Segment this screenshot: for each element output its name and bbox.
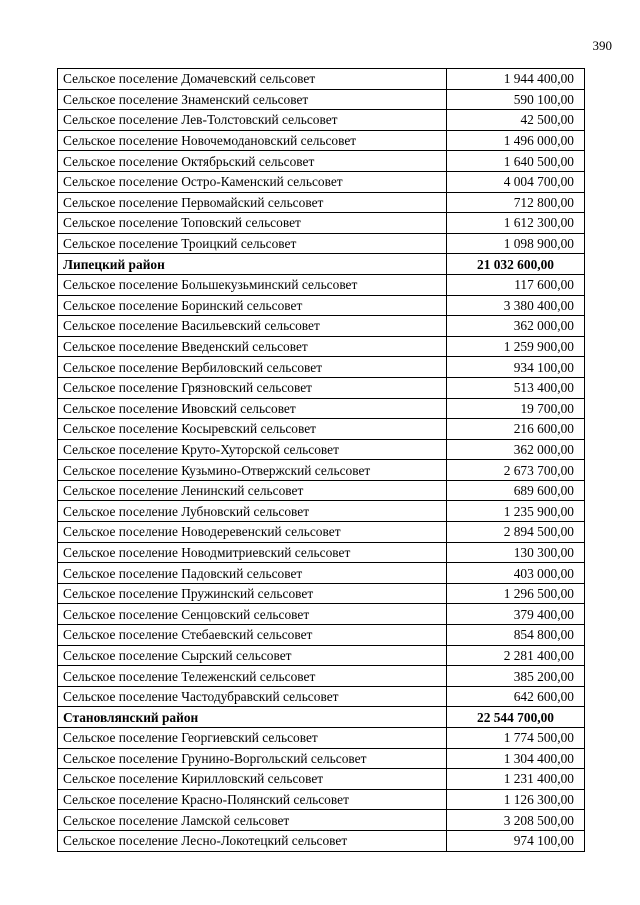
table-row: [58, 295, 585, 316]
settlement-amount: 1 304 400,00: [447, 748, 585, 769]
table-row: [58, 522, 585, 543]
settlement-name: Сельское поселение Вербиловский сельсовет: [58, 357, 447, 378]
settlement-amount: 1 774 500,00: [447, 728, 585, 749]
table-row: [58, 830, 585, 851]
settlement-amount: 2 673 700,00: [447, 460, 585, 481]
settlement-name: Сельское поселение Введенский сельсовет: [58, 336, 447, 357]
settlement-amount: 1 098 900,00: [447, 233, 585, 254]
settlement-name: Сельское поселение Ленинский сельсовет: [58, 480, 447, 501]
district-amount: 21 032 600,00: [447, 254, 585, 275]
table-row: [58, 69, 585, 90]
settlement-name: Сельское поселение Первомайский сельсовет: [58, 192, 447, 213]
settlement-name: Сельское поселение Большекузьминский сельсовет: [58, 274, 447, 295]
settlement-amount: 379 400,00: [447, 604, 585, 625]
district-name: Становлянский район: [58, 707, 447, 728]
table-row: [58, 563, 585, 584]
settlement-name: Сельское поселение Сенцовский сельсовет: [58, 604, 447, 625]
table-row: [58, 625, 585, 646]
settlement-amount: 1 296 500,00: [447, 583, 585, 604]
settlement-name: Сельское поселение Лубновский сельсовет: [58, 501, 447, 522]
table-row: [58, 110, 585, 131]
settlement-amount: 1 496 000,00: [447, 130, 585, 151]
settlement-name: Сельское поселение Круто-Хуторской сельсовет: [58, 439, 447, 460]
settlement-amount: 2 281 400,00: [447, 645, 585, 666]
settlement-name: Сельское поселение Кирилловский сельсовет: [58, 769, 447, 790]
settlement-name: Сельское поселение Васильевский сельсовет: [58, 316, 447, 337]
settlement-name: Сельское поселение Грязновский сельсовет: [58, 377, 447, 398]
settlement-amount: 642 600,00: [447, 686, 585, 707]
table-row: [58, 419, 585, 440]
settlement-amount: 1 612 300,00: [447, 213, 585, 234]
table-row: [58, 542, 585, 563]
settlement-name: Сельское поселение Ламской сельсовет: [58, 810, 447, 831]
settlement-name: Сельское поселение Троицкий сельсовет: [58, 233, 447, 254]
settlement-amount: 1 235 900,00: [447, 501, 585, 522]
settlement-name: Сельское поселение Остро-Каменский сельсовет: [58, 171, 447, 192]
settlement-amount: 1 231 400,00: [447, 769, 585, 790]
settlement-amount: 19 700,00: [447, 398, 585, 419]
table-row: [58, 171, 585, 192]
settlement-amount: 362 000,00: [447, 316, 585, 337]
table-row: [58, 151, 585, 172]
table-row: [58, 336, 585, 357]
settlement-name: Сельское поселение Пружинский сельсовет: [58, 583, 447, 604]
settlement-amount: 934 100,00: [447, 357, 585, 378]
budget-table: [57, 68, 585, 852]
table-row: [58, 460, 585, 481]
settlement-amount: 4 004 700,00: [447, 171, 585, 192]
settlement-name: Сельское поселение Тележенский сельсовет: [58, 666, 447, 687]
table-row: [58, 274, 585, 295]
table-row: [58, 645, 585, 666]
table-row: [58, 439, 585, 460]
settlement-amount: 117 600,00: [447, 274, 585, 295]
page-number: 390: [592, 38, 612, 53]
settlement-name: Сельское поселение Грунино-Воргольский сельсовет: [58, 748, 447, 769]
settlement-amount: 712 800,00: [447, 192, 585, 213]
table-row: [58, 810, 585, 831]
settlement-name: Сельское поселение Падовский сельсовет: [58, 563, 447, 584]
settlement-name: Сельское поселение Лесно-Локотецкий сельсовет: [58, 830, 447, 851]
settlement-name: Сельское поселение Сырский сельсовет: [58, 645, 447, 666]
table-row: [58, 583, 585, 604]
settlement-amount: 1 640 500,00: [447, 151, 585, 172]
table-row: [58, 192, 585, 213]
settlement-amount: 689 600,00: [447, 480, 585, 501]
settlement-amount: 974 100,00: [447, 830, 585, 851]
table-row: [58, 501, 585, 522]
table-row: [58, 769, 585, 790]
settlement-amount: 590 100,00: [447, 89, 585, 110]
settlement-amount: 130 300,00: [447, 542, 585, 563]
table-row: [58, 398, 585, 419]
table-row: [58, 89, 585, 110]
settlement-amount: 3 380 400,00: [447, 295, 585, 316]
table-row: [58, 357, 585, 378]
settlement-name: Сельское поселение Топовский сельсовет: [58, 213, 447, 234]
settlement-amount: 1 259 900,00: [447, 336, 585, 357]
settlement-amount: 854 800,00: [447, 625, 585, 646]
table-row: [58, 316, 585, 337]
table-row: [58, 748, 585, 769]
table-row: [58, 377, 585, 398]
settlement-name: Сельское поселение Лев-Толстовский сельсовет: [58, 110, 447, 131]
settlement-name: Сельское поселение Боринский сельсовет: [58, 295, 447, 316]
table-row: [58, 666, 585, 687]
settlement-name: Сельское поселение Новодеревенский сельсовет: [58, 522, 447, 543]
settlement-name: Сельское поселение Знаменский сельсовет: [58, 89, 447, 110]
table-row: [58, 480, 585, 501]
settlement-amount: 1 126 300,00: [447, 789, 585, 810]
table-row: [58, 233, 585, 254]
settlement-amount: 3 208 500,00: [447, 810, 585, 831]
district-total-row: [58, 707, 585, 728]
settlement-name: Сельское поселение Косыревский сельсовет: [58, 419, 447, 440]
settlement-name: Сельское поселение Георгиевский сельсовет: [58, 728, 447, 749]
settlement-amount: 42 500,00: [447, 110, 585, 131]
district-total-row: [58, 254, 585, 275]
settlement-amount: 1 944 400,00: [447, 69, 585, 90]
table-row: [58, 213, 585, 234]
settlement-amount: 403 000,00: [447, 563, 585, 584]
settlement-name: Сельское поселение Новочемодановский сельсовет: [58, 130, 447, 151]
table-row: [58, 789, 585, 810]
settlement-amount: 2 894 500,00: [447, 522, 585, 543]
settlement-amount: 362 000,00: [447, 439, 585, 460]
settlement-name: Сельское поселение Частодубравский сельсовет: [58, 686, 447, 707]
district-name: Липецкий район: [58, 254, 447, 275]
district-amount: 22 544 700,00: [447, 707, 585, 728]
table-row: [58, 686, 585, 707]
settlement-name: Сельское поселение Новодмитриевский сельсовет: [58, 542, 447, 563]
settlement-name: Сельское поселение Октябрьский сельсовет: [58, 151, 447, 172]
table-row: [58, 604, 585, 625]
settlement-name: Сельское поселение Стебаевский сельсовет: [58, 625, 447, 646]
settlement-name: Сельское поселение Красно-Полянский сельсовет: [58, 789, 447, 810]
settlement-name: Сельское поселение Домачевский сельсовет: [58, 69, 447, 90]
table-row: [58, 728, 585, 749]
settlement-amount: 216 600,00: [447, 419, 585, 440]
table-body: [58, 69, 585, 852]
settlement-amount: 385 200,00: [447, 666, 585, 687]
settlement-amount: 513 400,00: [447, 377, 585, 398]
settlement-name: Сельское поселение Кузьмино-Отвержский сельсовет: [58, 460, 447, 481]
table-row: [58, 130, 585, 151]
settlement-name: Сельское поселение Ивовский сельсовет: [58, 398, 447, 419]
